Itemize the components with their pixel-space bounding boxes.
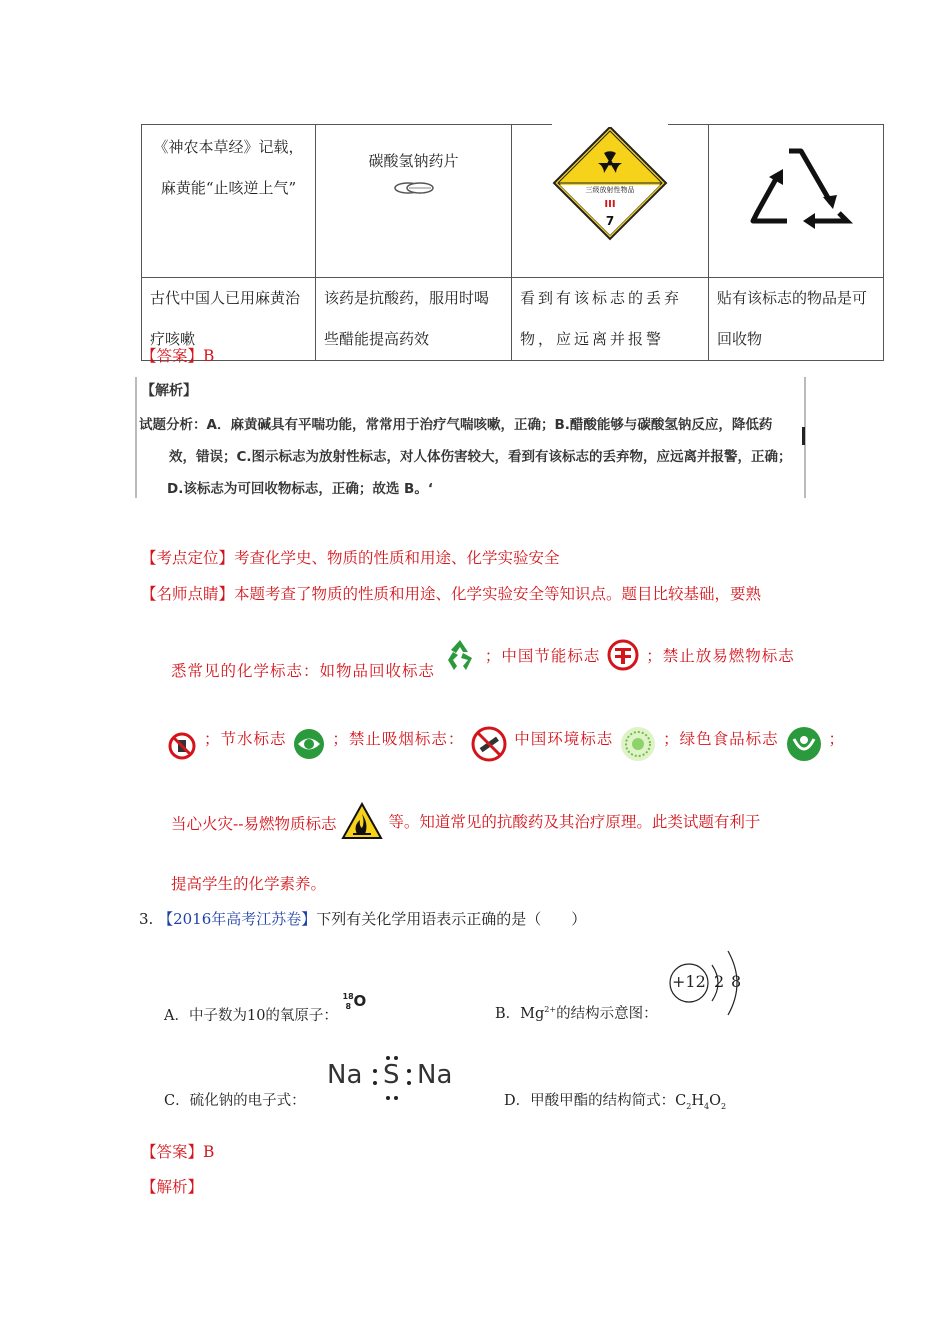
green-food-icon <box>785 725 823 763</box>
cell-c-sign <box>512 125 709 278</box>
mingshi-line-4: 当心火灾--易燃物质标志 等。知道常见的抗酸药及其治疗原理。此类试题有利于 <box>171 802 760 840</box>
cell-a-desc: 《神农本草经》记载，麻黄能“止咳逆上气” <box>142 125 316 278</box>
mingshi-line-1: 【名师点睛】本题考查了物质的性质和用途、化学实验安全等知识点。题目比较基础，要熟 <box>141 585 762 603</box>
q2-analysis-image: 【解析】 试题分析：A．麻黄碱具有平喘功能，常常用于治疗气喘咳嗽，正确；B.醋酸能够与碳酸氢钠反应，降低药 效，错误；C.图示标志为放射性标志，对人体伤害较大，看到有该标志的丢弃物，应远离并报警，正确； D.该标志为可回收物标志，正确；故选 B。‘ <box>135 377 806 498</box>
cell-b-desc: 碳酸氢钠药片 <box>316 125 512 278</box>
radioactive-sign-icon <box>512 125 709 261</box>
q3-analysis-title: 【解析】 <box>141 1178 204 1196</box>
mingshi-line-5: 提高学生的化学素养。 <box>171 875 327 893</box>
na2s-electron-formula: Na S Na <box>327 1056 462 1106</box>
oxygen-isotope: 18 8 O <box>342 992 367 1011</box>
q3-option-c: C．硫化钠的电子式： <box>164 1093 306 1109</box>
no-smoking-icon <box>470 725 508 763</box>
china-environment-icon <box>619 724 657 764</box>
cell-a-text: 古代中国人已用麻黄治疗咳嗽 <box>142 278 316 361</box>
cell-d-text: 贴有该标志的物品是可回收物 <box>709 278 884 361</box>
q2-answer: 【答案】B <box>141 347 215 365</box>
water-saving-icon <box>292 727 326 761</box>
cell-d-sign <box>709 125 884 278</box>
kaodian-line: 【考点定位】考查化学史、物质的性质和用途、化学实验安全 <box>141 549 560 567</box>
q3-option-d: D．甲酸甲酯的结构简式：$C_2H_4O_2$ <box>504 1093 727 1111</box>
flammable-warning-icon <box>341 802 383 840</box>
mg-ion-structure: +12 2 8 <box>668 947 748 1017</box>
svg-text:三级放射性物品: 三级放射性物品 <box>585 186 635 194</box>
cell-b-text: 该药是抗酸药，服用时喝些醋能提高药效 <box>316 278 512 361</box>
recycle-green-icon <box>441 636 479 674</box>
tablet-icon <box>392 177 436 197</box>
mingshi-line-2: 悉常见的化学标志：如物品回收标志 ；中国节能标志 ；禁止放易燃物标志 <box>171 636 795 674</box>
options-table <box>141 124 884 361</box>
svg-text:7: 7 <box>605 214 615 228</box>
svg-text:III: III <box>604 199 616 210</box>
no-flammables-icon <box>166 728 198 760</box>
q3-stem: 3. 【2016年高考江苏卷】下列有关化学用语表示正确的是（ ） <box>139 910 587 928</box>
mingshi-line-3: ；节水标志 ；禁止吸烟标志： 中国环境标志 ；绿色食品标志 ； <box>166 724 845 764</box>
q3-option-a: A．中子数为10的氧原子： 18 8 O <box>164 1002 373 1025</box>
recycle-sign-icon <box>709 125 884 261</box>
q3-option-b: B．$Mg^{2+}$的结构示意图： <box>495 1005 658 1022</box>
energy-saving-icon <box>606 638 640 672</box>
cell-c-text: 看到有该标志的丢弃物，应远离并报警 <box>512 278 709 361</box>
q3-answer: 【答案】B <box>141 1143 215 1161</box>
